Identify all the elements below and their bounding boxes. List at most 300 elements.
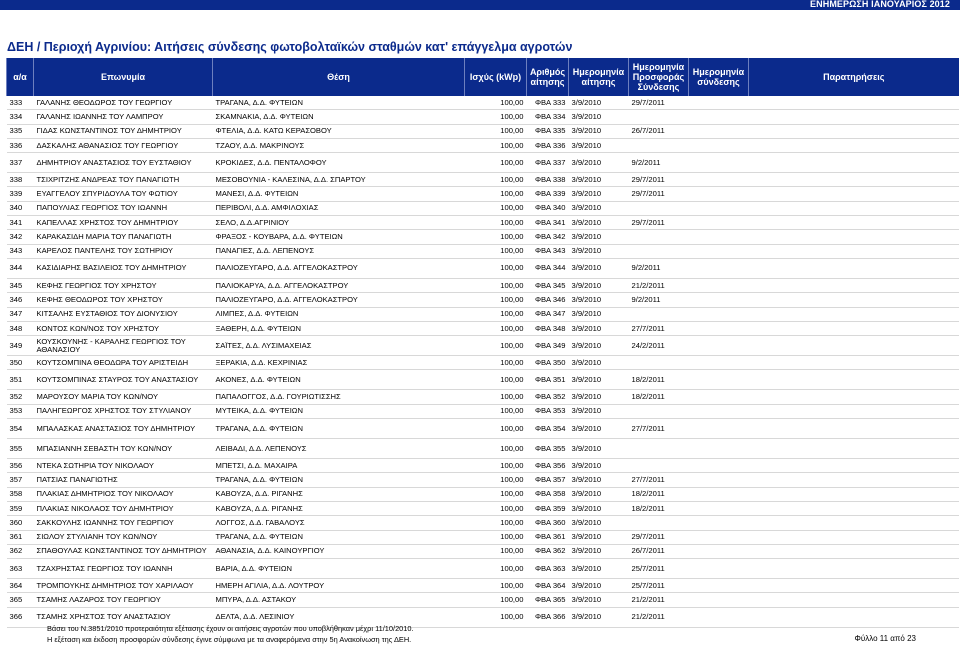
- request-number: ΦΒΑ 363: [527, 559, 569, 579]
- notes: [749, 487, 959, 501]
- request-number: ΦΒΑ 336: [527, 138, 569, 152]
- col-aa: α/α: [7, 58, 34, 96]
- table-row: [7, 173, 959, 187]
- row-number: 337: [7, 153, 34, 173]
- location: ΣΕΛΟ, Δ.Δ.ΑΓΡΙΝΙΟΥ: [213, 216, 465, 230]
- request-date: 3/9/2010: [569, 473, 629, 487]
- location: ΜΠΕΤΣΙ, Δ.Δ. ΜΑΧΑΙΡΑ: [213, 459, 465, 473]
- table-row: [7, 187, 959, 201]
- row-number: 362: [7, 544, 34, 558]
- power-kwp: 100,00: [465, 201, 527, 215]
- request-number: ΦΒΑ 351: [527, 370, 569, 390]
- request-number: ΦΒΑ 342: [527, 230, 569, 244]
- location: ΔΕΛΤΑ, Δ.Δ. ΛΕΣΙΝΙΟΥ: [213, 607, 465, 627]
- offer-date: 25/7/2011: [629, 559, 689, 579]
- notes: [749, 201, 959, 215]
- connection-date: [689, 187, 749, 201]
- applicant-name: ΠΑΤΣΙΑΣ ΠΑΝΑΓΙΩΤΗΣ: [34, 473, 213, 487]
- power-kwp: 100,00: [465, 336, 527, 356]
- offer-date: 18/2/2011: [629, 370, 689, 390]
- table-row: [7, 244, 959, 258]
- location: ΞΑΘΕΡΗ, Δ.Δ. ΦΥΤΕΙΩΝ: [213, 321, 465, 335]
- location: ΜΕΣΟΒΟΥΝΙΑ - ΚΑΛΕΣΙΝΑ, Δ.Δ. ΣΠΑΡΤΟΥ: [213, 173, 465, 187]
- row-number: 356: [7, 459, 34, 473]
- connection-date: [689, 230, 749, 244]
- table-row: [7, 544, 959, 558]
- row-number: 349: [7, 336, 34, 356]
- notes: [749, 404, 959, 418]
- power-kwp: 100,00: [465, 187, 527, 201]
- row-number: 361: [7, 530, 34, 544]
- col-name: Επωνυμία: [34, 58, 213, 96]
- table-header-row: [7, 58, 959, 96]
- request-number: ΦΒΑ 355: [527, 439, 569, 459]
- connection-date: [689, 173, 749, 187]
- location: ΦΤΕΛΙΑ, Δ.Δ. ΚΑΤΩ ΚΕΡΑΣΟΒΟΥ: [213, 124, 465, 138]
- applicant-name: ΠΛΑΚΙΑΣ ΝΙΚΟΛΑΟΣ ΤΟΥ ΔΗΜΗΤΡΙΟΥ: [34, 501, 213, 515]
- offer-date: [629, 516, 689, 530]
- power-kwp: 100,00: [465, 110, 527, 124]
- offer-date: 27/7/2011: [629, 321, 689, 335]
- request-date: 3/9/2010: [569, 559, 629, 579]
- row-number: 354: [7, 419, 34, 439]
- notes: [749, 579, 959, 593]
- notes: [749, 459, 959, 473]
- connection-date: [689, 530, 749, 544]
- power-kwp: 100,00: [465, 404, 527, 418]
- notes: [749, 153, 959, 173]
- notes: [749, 187, 959, 201]
- offer-date: [629, 138, 689, 152]
- connection-date: [689, 293, 749, 307]
- offer-date: [629, 459, 689, 473]
- request-number: ΦΒΑ 357: [527, 473, 569, 487]
- notes: [749, 501, 959, 515]
- request-number: ΦΒΑ 360: [527, 516, 569, 530]
- table-row: [7, 404, 959, 418]
- request-number: ΦΒΑ 348: [527, 321, 569, 335]
- connection-date: [689, 356, 749, 370]
- request-date: 3/9/2010: [569, 579, 629, 593]
- row-number: 343: [7, 244, 34, 258]
- connection-date: [689, 516, 749, 530]
- request-date: 3/9/2010: [569, 244, 629, 258]
- request-date: 3/9/2010: [569, 138, 629, 152]
- request-number: ΦΒΑ 338: [527, 173, 569, 187]
- notes: [749, 356, 959, 370]
- table-row: [7, 230, 959, 244]
- offer-date: 18/2/2011: [629, 501, 689, 515]
- notes: [749, 419, 959, 439]
- request-date: 3/9/2010: [569, 390, 629, 404]
- row-number: 347: [7, 307, 34, 321]
- notes: [749, 544, 959, 558]
- offer-date: 27/7/2011: [629, 473, 689, 487]
- offer-date: 26/7/2011: [629, 544, 689, 558]
- row-number: 350: [7, 356, 34, 370]
- power-kwp: 100,00: [465, 459, 527, 473]
- table-row: [7, 370, 959, 390]
- row-number: 365: [7, 593, 34, 607]
- applicant-name: ΕΥΑΓΓΕΛΟΥ ΣΠΥΡΙΔΟΥΛΑ ΤΟΥ ΦΩΤΙΟΥ: [34, 187, 213, 201]
- applicant-name: ΔΑΣΚΑΛΗΣ ΑΘΑΝΑΣΙΟΣ ΤΟΥ ΓΕΩΡΓΙΟΥ: [34, 138, 213, 152]
- applicant-name: ΣΙΩΛΟΥ ΣΤΥΛΙΑΝΗ ΤΟΥ ΚΩΝ/ΝΟΥ: [34, 530, 213, 544]
- location: ΜΠΥΡΑ, Δ.Δ. ΑΣΤΑΚΟΥ: [213, 593, 465, 607]
- request-number: ΦΒΑ 337: [527, 153, 569, 173]
- request-date: 3/9/2010: [569, 110, 629, 124]
- power-kwp: 100,00: [465, 370, 527, 390]
- col-request-date: Ημερομηνία αίτησης: [569, 58, 629, 96]
- applicant-name: ΠΑΛΗΓΕΩΡΓΟΣ ΧΡΗΣΤΟΣ ΤΟΥ ΣΤΥΛΙΑΝΟΥ: [34, 404, 213, 418]
- connection-date: [689, 278, 749, 292]
- col-power: Ισχύς (kWp): [465, 58, 527, 96]
- offer-date: 29/7/2011: [629, 530, 689, 544]
- location: ΣΚΑΜΝΑΚΙΑ, Δ.Δ. ΦΥΤΕΙΩΝ: [213, 110, 465, 124]
- location: ΑΘΑΝΑΣΙΑ, Δ.Δ. ΚΑΙΝΟΥΡΓΙΟΥ: [213, 544, 465, 558]
- power-kwp: 100,00: [465, 124, 527, 138]
- request-number: ΦΒΑ 346: [527, 293, 569, 307]
- table-row: [7, 153, 959, 173]
- col-offer-date: Ημερομηνία Προσφοράς Σύνδεσης: [629, 58, 689, 96]
- connection-date: [689, 370, 749, 390]
- request-number: ΦΒΑ 358: [527, 487, 569, 501]
- offer-date: 9/2/2011: [629, 258, 689, 278]
- notes: [749, 307, 959, 321]
- notes: [749, 293, 959, 307]
- page-number: Φύλλο 11 από 23: [854, 634, 916, 643]
- location: ΚΑΒΟΥΖΑ, Δ.Δ. ΡΙΓΑΝΗΣ: [213, 487, 465, 501]
- power-kwp: 100,00: [465, 439, 527, 459]
- row-number: 358: [7, 487, 34, 501]
- request-number: ΦΒΑ 344: [527, 258, 569, 278]
- power-kwp: 100,00: [465, 390, 527, 404]
- request-date: 3/9/2010: [569, 459, 629, 473]
- table-row: [7, 321, 959, 335]
- request-number: ΦΒΑ 362: [527, 544, 569, 558]
- table-row: [7, 96, 959, 110]
- offer-date: 24/2/2011: [629, 336, 689, 356]
- notes: [749, 258, 959, 278]
- power-kwp: 100,00: [465, 530, 527, 544]
- applicant-name: ΜΠΑΛΑΣΚΑΣ ΑΝΑΣΤΑΣΙΟΣ ΤΟΥ ΔΗΜΗΤΡΙΟΥ: [34, 419, 213, 439]
- applicant-name: ΣΠΑΘΟΥΛΑΣ ΚΩΝΣΤΑΝΤΙΝΟΣ ΤΟΥ ΔΗΜΗΤΡΙΟΥ: [34, 544, 213, 558]
- row-number: 335: [7, 124, 34, 138]
- offer-date: 21/2/2011: [629, 278, 689, 292]
- connection-date: [689, 607, 749, 627]
- applicant-name: ΜΑΡΟΥΣΟΥ ΜΑΡΙΑ ΤΟΥ ΚΩΝ/ΝΟΥ: [34, 390, 213, 404]
- request-date: 3/9/2010: [569, 607, 629, 627]
- request-number: ΦΒΑ 365: [527, 593, 569, 607]
- connection-date: [689, 439, 749, 459]
- connection-date: [689, 153, 749, 173]
- table-row: [7, 307, 959, 321]
- table-row: [7, 124, 959, 138]
- offer-date: [629, 307, 689, 321]
- request-date: 3/9/2010: [569, 216, 629, 230]
- table-row: [7, 473, 959, 487]
- request-number: ΦΒΑ 334: [527, 110, 569, 124]
- location: ΠΕΡΙΒΟΛΙ, Δ.Δ. ΑΜΦΙΛΟΧΙΑΣ: [213, 201, 465, 215]
- location: ΚΡΟΚΙΔΕΣ, Δ.Δ. ΠΕΝΤΑΛΟΦΟΥ: [213, 153, 465, 173]
- power-kwp: 100,00: [465, 138, 527, 152]
- request-date: 3/9/2010: [569, 501, 629, 515]
- applicant-name: ΠΑΠΟΥΛΙΑΣ ΓΕΩΡΓΙΟΣ ΤΟΥ ΙΩΑΝΝΗ: [34, 201, 213, 215]
- table-row: [7, 138, 959, 152]
- location: ΤΡΑΓΑΝΑ, Δ.Δ. ΦΥΤΕΙΩΝ: [213, 473, 465, 487]
- power-kwp: 100,00: [465, 419, 527, 439]
- connection-date: [689, 419, 749, 439]
- table-row: [7, 258, 959, 278]
- notes: [749, 390, 959, 404]
- request-date: 3/9/2010: [569, 201, 629, 215]
- location: ΠΑΠΑΛΟΓΓΟΣ, Δ.Δ. ΓΟΥΡΙΩΤΙΣΣΗΣ: [213, 390, 465, 404]
- top-banner: [0, 0, 960, 10]
- power-kwp: 100,00: [465, 293, 527, 307]
- footer-notes: [47, 624, 414, 645]
- offer-date: [629, 356, 689, 370]
- offer-date: [629, 439, 689, 459]
- request-number: ΦΒΑ 335: [527, 124, 569, 138]
- notes: [749, 473, 959, 487]
- applicant-name: ΚΟΥΣΚΟΥΝΗΣ - ΚΑΡΑΛΗΣ ΓΕΩΡΓΙΟΣ ΤΟΥ ΑΘΑΝΑΣΙΟΥ: [34, 336, 213, 356]
- applicant-name: ΚΑΡΑΚΑΣΙΔΗ ΜΑΡΙΑ ΤΟΥ ΠΑΝΑΓΙΩΤΗ: [34, 230, 213, 244]
- power-kwp: 100,00: [465, 244, 527, 258]
- table-row: [7, 216, 959, 230]
- offer-date: 9/2/2011: [629, 293, 689, 307]
- notes: [749, 370, 959, 390]
- request-date: 3/9/2010: [569, 153, 629, 173]
- connection-date: [689, 404, 749, 418]
- power-kwp: 100,00: [465, 593, 527, 607]
- col-place: Θέση: [213, 58, 465, 96]
- applicant-name: ΔΗΜΗΤΡΙΟΥ ΑΝΑΣΤΑΣΙΟΣ ΤΟΥ ΕΥΣΤΑΘΙΟΥ: [34, 153, 213, 173]
- table-row: [7, 419, 959, 439]
- request-number: ΦΒΑ 356: [527, 459, 569, 473]
- applicant-name: ΤΖΑΧΡΗΣΤΑΣ ΓΕΩΡΓΙΟΣ ΤΟΥ ΙΩΑΝΝΗ: [34, 559, 213, 579]
- request-date: 3/9/2010: [569, 336, 629, 356]
- request-number: ΦΒΑ 359: [527, 501, 569, 515]
- notes: [749, 530, 959, 544]
- applicant-name: ΓΑΛΑΝΗΣ ΘΕΟΔΩΡΟΣ ΤΟΥ ΓΕΩΡΓΙΟΥ: [34, 96, 213, 110]
- connection-date: [689, 307, 749, 321]
- offer-date: [629, 230, 689, 244]
- location: ΑΚΟΝΕΣ, Δ.Δ. ΦΥΤΕΙΩΝ: [213, 370, 465, 390]
- location: ΒΑΡΙΑ, Δ.Δ. ΦΥΤΕΙΩΝ: [213, 559, 465, 579]
- location: ΜΥΤΕΙΚΑ, Δ.Δ. ΦΥΤΕΙΩΝ: [213, 404, 465, 418]
- offer-date: 21/2/2011: [629, 593, 689, 607]
- offer-date: 29/7/2011: [629, 173, 689, 187]
- notes: [749, 593, 959, 607]
- location: ΞΕΡΑΚΙΑ, Δ.Δ. ΚΕΧΡΙΝΙΑΣ: [213, 356, 465, 370]
- table-row: [7, 487, 959, 501]
- power-kwp: 100,00: [465, 487, 527, 501]
- applicant-name: ΚΟΥΤΣΟΜΠΙΝΑ ΘΕΟΔΩΡΑ ΤΟΥ ΑΡΙΣΤΕΙΔΗ: [34, 356, 213, 370]
- power-kwp: 100,00: [465, 307, 527, 321]
- row-number: 341: [7, 216, 34, 230]
- table-row: [7, 579, 959, 593]
- notes: [749, 110, 959, 124]
- table-row: [7, 110, 959, 124]
- banner-text: ΕΝΗΜΕΡΩΣΗ ΙΑΝΟΥΑΡΙΟΣ 2012: [810, 0, 950, 9]
- request-date: 3/9/2010: [569, 293, 629, 307]
- applicant-name: ΚΑΡΕΛΟΣ ΠΑΝΤΕΛΗΣ ΤΟΥ ΣΩΤΗΡΙΟΥ: [34, 244, 213, 258]
- power-kwp: 100,00: [465, 230, 527, 244]
- request-date: 3/9/2010: [569, 544, 629, 558]
- power-kwp: 100,00: [465, 516, 527, 530]
- applicant-name: ΜΠΑΣΙΑΝΝΗ ΣΕΒΑΣΤΗ ΤΟΥ ΚΩΝ/ΝΟΥ: [34, 439, 213, 459]
- row-number: 348: [7, 321, 34, 335]
- location: ΜΑΝΕΣΙ, Δ.Δ. ΦΥΤΕΙΩΝ: [213, 187, 465, 201]
- connection-date: [689, 593, 749, 607]
- connection-date: [689, 244, 749, 258]
- offer-date: 18/2/2011: [629, 487, 689, 501]
- power-kwp: 100,00: [465, 173, 527, 187]
- applicant-name: ΚΟΥΤΣΟΜΠΙΝΑΣ ΣΤΑΥΡΟΣ ΤΟΥ ΑΝΑΣΤΑΣΙΟΥ: [34, 370, 213, 390]
- notes: [749, 607, 959, 627]
- location: ΤΖΑΟΥ, Δ.Δ. ΜΑΚΡΙΝΟΥΣ: [213, 138, 465, 152]
- table-body: [7, 96, 959, 627]
- request-date: 3/9/2010: [569, 487, 629, 501]
- offer-date: [629, 244, 689, 258]
- offer-date: 29/7/2011: [629, 187, 689, 201]
- table-row: [7, 356, 959, 370]
- power-kwp: 100,00: [465, 278, 527, 292]
- col-request-number: Αριθμός αίτησης: [527, 58, 569, 96]
- row-number: 363: [7, 559, 34, 579]
- row-number: 364: [7, 579, 34, 593]
- connection-date: [689, 110, 749, 124]
- table-row: [7, 293, 959, 307]
- request-date: 3/9/2010: [569, 404, 629, 418]
- applications-table: [6, 58, 959, 628]
- location: ΤΡΑΓΑΝΑ, Δ.Δ. ΦΥΤΕΙΩΝ: [213, 96, 465, 110]
- row-number: 339: [7, 187, 34, 201]
- power-kwp: 100,00: [465, 96, 527, 110]
- location: ΦΡΑΞΟΣ - ΚΟΥΒΑΡΑ, Δ.Δ. ΦΥΤΕΙΩΝ: [213, 230, 465, 244]
- table-row: [7, 336, 959, 356]
- request-number: ΦΒΑ 333: [527, 96, 569, 110]
- request-date: 3/9/2010: [569, 230, 629, 244]
- table-row: [7, 593, 959, 607]
- applicant-name: ΤΣΙΧΡΙΤΖΗΣ ΑΝΔΡΕΑΣ ΤΟΥ ΠΑΝΑΓΙΩΤΗ: [34, 173, 213, 187]
- applicant-name: ΤΡΟΜΠΟΥΚΗΣ ΔΗΜΗΤΡΙΟΣ ΤΟΥ ΧΑΡΙΛΑΟΥ: [34, 579, 213, 593]
- applicant-name: ΚΟΝΤΟΣ ΚΩΝ/ΝΟΣ ΤΟΥ ΧΡΗΣΤΟΥ: [34, 321, 213, 335]
- connection-date: [689, 473, 749, 487]
- connection-date: [689, 390, 749, 404]
- notes: [749, 321, 959, 335]
- request-date: 3/9/2010: [569, 419, 629, 439]
- request-date: 3/9/2010: [569, 439, 629, 459]
- connection-date: [689, 544, 749, 558]
- offer-date: 18/2/2011: [629, 390, 689, 404]
- request-date: 3/9/2010: [569, 356, 629, 370]
- row-number: 355: [7, 439, 34, 459]
- row-number: 353: [7, 404, 34, 418]
- notes: [749, 230, 959, 244]
- row-number: 342: [7, 230, 34, 244]
- row-number: 334: [7, 110, 34, 124]
- page-title: ΔΕΗ / Περιοχή Αγρινίου: Αιτήσεις σύνδεσης φωτοβολταϊκών σταθμών κατ' επάγγελμα αγροτών: [7, 40, 573, 54]
- request-number: ΦΒΑ 366: [527, 607, 569, 627]
- applicant-name: ΓΑΛΑΝΗΣ ΙΩΑΝΝΗΣ ΤΟΥ ΛΑΜΠΡΟΥ: [34, 110, 213, 124]
- offer-date: 26/7/2011: [629, 124, 689, 138]
- request-date: 3/9/2010: [569, 96, 629, 110]
- notes: [749, 216, 959, 230]
- location: ΚΑΒΟΥΖΑ, Δ.Δ. ΡΙΓΑΝΗΣ: [213, 501, 465, 515]
- connection-date: [689, 258, 749, 278]
- request-date: 3/9/2010: [569, 593, 629, 607]
- location: ΤΡΑΓΑΝΑ, Δ.Δ. ΦΥΤΕΙΩΝ: [213, 419, 465, 439]
- connection-date: [689, 124, 749, 138]
- row-number: 351: [7, 370, 34, 390]
- location: ΠΑΛΙΟΖΕΥΓΑΡΟ, Δ.Δ. ΑΓΓΕΛΟΚΑΣΤΡΟΥ: [213, 258, 465, 278]
- row-number: 359: [7, 501, 34, 515]
- row-number: 352: [7, 390, 34, 404]
- request-number: ΦΒΑ 343: [527, 244, 569, 258]
- notes: [749, 559, 959, 579]
- col-notes: Παρατηρήσεις: [749, 58, 959, 96]
- row-number: 336: [7, 138, 34, 152]
- offer-date: [629, 201, 689, 215]
- request-date: 3/9/2010: [569, 307, 629, 321]
- request-number: ΦΒΑ 347: [527, 307, 569, 321]
- row-number: 346: [7, 293, 34, 307]
- location: ΛΕΙΒΑΔΙ, Δ.Δ. ΛΕΠΕΝΟΥΣ: [213, 439, 465, 459]
- power-kwp: 100,00: [465, 559, 527, 579]
- offer-date: 27/7/2011: [629, 419, 689, 439]
- notes: [749, 516, 959, 530]
- notes: [749, 96, 959, 110]
- request-number: ΦΒΑ 341: [527, 216, 569, 230]
- request-number: ΦΒΑ 364: [527, 579, 569, 593]
- location: ΠΑΛΙΟΚΑΡΥΑ, Δ.Δ. ΑΓΓΕΛΟΚΑΣΤΡΟΥ: [213, 278, 465, 292]
- connection-date: [689, 579, 749, 593]
- request-date: 3/9/2010: [569, 516, 629, 530]
- applicant-name: ΣΑΚΚΟΥΛΗΣ ΙΩΑΝΝΗΣ ΤΟΥ ΓΕΩΡΓΙΟΥ: [34, 516, 213, 530]
- col-connection-date: Ημερομηνία σύνδεσης: [689, 58, 749, 96]
- request-date: 3/9/2010: [569, 124, 629, 138]
- location: ΣΑΪΤΕΣ, Δ.Δ. ΛΥΣΙΜΑΧΕΙΑΣ: [213, 336, 465, 356]
- table-row: [7, 530, 959, 544]
- power-kwp: 100,00: [465, 356, 527, 370]
- connection-date: [689, 201, 749, 215]
- notes: [749, 173, 959, 187]
- row-number: 340: [7, 201, 34, 215]
- power-kwp: 100,00: [465, 473, 527, 487]
- request-number: ΦΒΑ 340: [527, 201, 569, 215]
- power-kwp: 100,00: [465, 321, 527, 335]
- offer-date: [629, 404, 689, 418]
- table-row: [7, 516, 959, 530]
- power-kwp: 100,00: [465, 544, 527, 558]
- applicant-name: ΚΑΣΙΔΙΑΡΗΣ ΒΑΣΙΛΕΙΟΣ ΤΟΥ ΔΗΜΗΤΡΙΟΥ: [34, 258, 213, 278]
- table-row: [7, 501, 959, 515]
- request-date: 3/9/2010: [569, 173, 629, 187]
- power-kwp: 100,00: [465, 607, 527, 627]
- footer-note: Βάσει του Ν.3851/2010 προτεραιότητα εξέτασης έχουν οι αιτήσεις αγροτών που υποβλήθηκαν μέχρι 11/10/2010.: [47, 624, 414, 633]
- offer-date: [629, 110, 689, 124]
- connection-date: [689, 559, 749, 579]
- offer-date: 25/7/2011: [629, 579, 689, 593]
- request-date: 3/9/2010: [569, 187, 629, 201]
- notes: [749, 439, 959, 459]
- table-row: [7, 459, 959, 473]
- applicant-name: ΝΤΕΚΑ ΣΩΤΗΡΙΑ ΤΟΥ ΝΙΚΟΛΑΟΥ: [34, 459, 213, 473]
- power-kwp: 100,00: [465, 216, 527, 230]
- power-kwp: 100,00: [465, 579, 527, 593]
- connection-date: [689, 321, 749, 335]
- footer-note: Η εξέταση και έκδοση προσφορών σύνδεσης έγινε σύμφωνα με τα αναφερόμενα στην 5η Ανακοίνωση της ΔΕΗ.: [47, 634, 412, 644]
